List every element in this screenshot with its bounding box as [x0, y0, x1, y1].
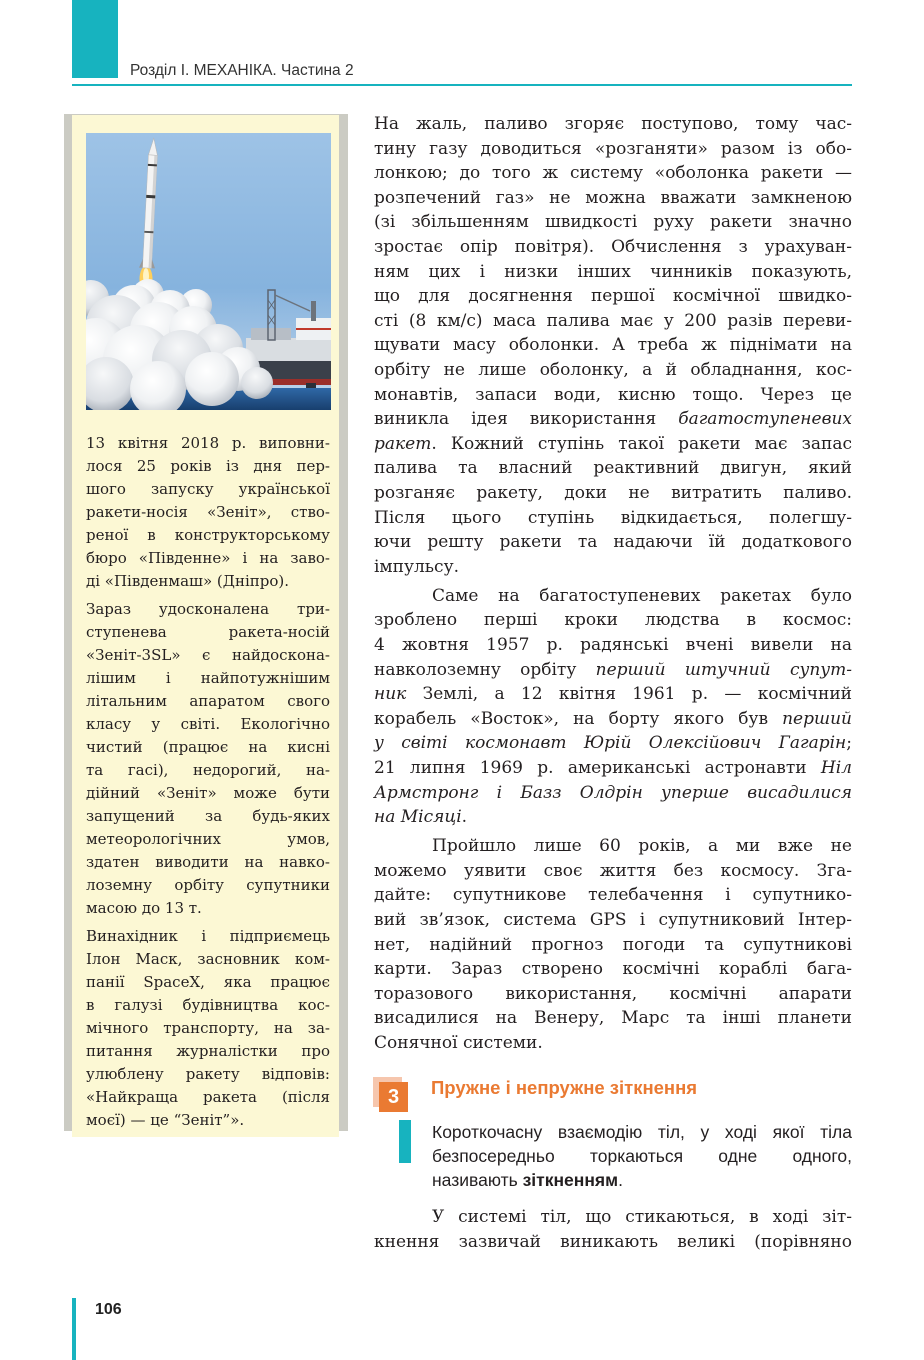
chapter-corner-tab — [72, 0, 118, 78]
text-line: імпульсу. — [374, 556, 459, 577]
text-line: що для досягнення першої космічної швидко- — [374, 286, 852, 307]
header-rule — [72, 84, 852, 86]
text-line: мічного транспорту, на за- — [86, 1018, 330, 1037]
text-line: торазового використання, космічні апарати — [374, 983, 852, 1004]
emphasized-term: багатоступеневих — [678, 409, 852, 430]
text-line: сті (8 км/с) маса палива має у 200 разів переви- — [374, 310, 852, 331]
text-line: Саме на багатоступеневих ракетах було — [432, 585, 852, 606]
section-title: Пружне і непружне зіткнення — [431, 1077, 698, 1098]
text-line: класу у світі. Екологічно — [86, 714, 330, 733]
text-line — [374, 707, 852, 732]
sidebar-paragraph — [86, 598, 330, 920]
text-line: літальним апаратом свого — [86, 691, 330, 710]
mast — [311, 301, 316, 321]
text-line: ді «Південмаш» (Дніпро). — [86, 571, 290, 590]
text-line: здатен виводити на навко- — [86, 852, 330, 871]
text-segment: . — [461, 807, 468, 828]
platform-superstructure — [246, 338, 331, 363]
definition-text — [432, 1120, 852, 1192]
text-line: На жаль, паливо згоряє поступово, тому час- — [374, 114, 852, 134]
emphasized-term: перший штучний супут- — [595, 659, 852, 680]
main-paragraph — [374, 584, 852, 830]
text-segment: . — [618, 1170, 623, 1190]
text-line: шого запуску української — [86, 479, 330, 498]
text-line — [432, 1168, 852, 1192]
text-line: нет, надійний прогноз погоди та супутникові — [374, 934, 852, 955]
key-term: зіткненням — [522, 1170, 619, 1190]
text-line — [374, 756, 852, 781]
footer-marker-bar — [72, 1298, 76, 1360]
text-line: кнення зазвичай виникають великі (порівняно — [374, 1231, 852, 1252]
text-segment: . Кожний ступінь такої ракети має запас — [431, 433, 852, 454]
text-line: ням цих і низки інших чинників показують, — [374, 261, 852, 282]
text-line: бюро «Південне» і на заво- — [86, 548, 330, 567]
text-line: У системі тіл, що стикаються, в ході зіт- — [432, 1207, 852, 1227]
sidebar-note-text — [86, 432, 330, 1132]
text-line — [374, 781, 852, 806]
main-paragraph — [374, 112, 852, 579]
running-header: Розділ І. МЕХАНІКА. Частина 2 — [130, 62, 354, 79]
smoke-puff — [185, 352, 239, 406]
main-paragraph — [374, 834, 852, 1055]
text-line: монавтів, запаси води, кисню тощо. Через це — [374, 384, 852, 405]
platform-stripe — [296, 328, 331, 330]
text-line: ракети-носія «Зеніт», ство- — [86, 502, 330, 521]
text-line: висадилися на Венеру, Марс та інші планети — [374, 1008, 852, 1029]
text-line: розганяє ракету, доки не витратить паливо. — [374, 482, 852, 503]
text-line: Короткочасну взаємодію тіл, у ході якої тіла — [432, 1122, 852, 1142]
text-line: запущений за будь-яких — [86, 806, 330, 825]
text-line — [374, 805, 852, 830]
text-segment: 21 липня 1969 р. американські астронавти — [374, 757, 821, 778]
smoke-puff — [241, 367, 273, 399]
text-line: тину газу доводиться «розганяти» разом із обо- — [374, 138, 852, 159]
emphasized-term: Армстронг і Базз Олдрін уперше висадилися — [374, 782, 852, 803]
text-line: щувати масу оболонки. А треба ж піднімати на — [374, 335, 852, 356]
text-line: дайте: супутникове телебачення і супутнико- — [374, 885, 852, 906]
text-line: дійний «Зеніт» може бути — [86, 783, 330, 802]
text-line: лося 25 років із дня пер- — [86, 456, 330, 475]
text-line: Зараз удосконалена три- — [86, 599, 330, 618]
text-segment: ; — [846, 733, 852, 754]
text-line: можемо уявити своє життя без космосу. Зга- — [374, 860, 852, 881]
text-line: (зі збільшенням швидкості руху ракети значно — [374, 212, 852, 233]
text-line: «Найкраща ракета (після — [86, 1087, 330, 1106]
main-text-column — [374, 112, 852, 1056]
text-line: моєї) — це “Зеніт”». — [86, 1110, 245, 1129]
text-line: орбіту не лише оболонку, а й обладнання, кос- — [374, 359, 852, 380]
text-segment: корабель «Восток», на борту якого був — [374, 708, 783, 729]
text-line: метеорологічних умов, — [86, 829, 330, 848]
text-line: «Зеніт-3SL» є найдоскона- — [86, 645, 330, 664]
emphasized-term: перший — [782, 708, 852, 729]
text-line: безпосередньо торкаються одне одного, — [432, 1146, 852, 1166]
text-line: розпечений газ» не можна вважати замкненою — [374, 187, 852, 208]
text-line: зроблено перші кроки людства в космос: — [374, 610, 852, 631]
text-line: Після цього ступінь відкидається, полегшу- — [374, 507, 852, 528]
text-segment: навколоземну орбіту — [374, 659, 596, 680]
text-line: ступенева ракета-носій — [86, 622, 330, 641]
rocket-launch-photo — [86, 133, 331, 410]
section-number: 3 — [379, 1082, 408, 1112]
text-line: 13 квітня 2018 р. виповни- — [86, 433, 330, 452]
text-line — [374, 682, 852, 707]
text-line: лонкою; до того ж систему «оболонка ракети — — [374, 163, 852, 184]
sidebar-paragraph — [86, 925, 330, 1132]
rocket-band — [146, 195, 155, 198]
text-line: улюблену ракету відповів: — [86, 1064, 330, 1083]
platform-block — [251, 328, 291, 340]
text-line: Пройшло лише 60 років, а ми вже не — [432, 836, 852, 857]
text-line: панії SpaceX, яка працює — [86, 972, 330, 991]
text-line: Винахідник і підприємець — [86, 926, 330, 945]
text-line — [374, 658, 852, 683]
text-line: чистий (працює на кисні — [86, 737, 330, 756]
text-line: палива та власний реактивний двигун, який — [374, 458, 852, 479]
text-line: карти. Зараз створено космічні кораблі бага- — [374, 959, 852, 980]
text-line: зростає опір повітря). Обчислення з урахуван- — [374, 236, 852, 257]
text-line: лішим і найпотужнішим — [86, 668, 330, 687]
text-line — [374, 731, 852, 756]
text-segment: називають — [432, 1170, 523, 1190]
emphasized-term: ракет — [374, 433, 432, 454]
emphasized-term: у світі космонавт Юрій Олексійович Гагарін — [374, 733, 847, 754]
text-line: Сонячної системи. — [374, 1032, 543, 1053]
text-line: вий зв’язок, система GPS і супутниковий Інтер- — [374, 910, 852, 930]
definition-box — [432, 1120, 852, 1192]
text-line: реної в конструкторському — [86, 525, 330, 544]
definition-marker-bar — [399, 1120, 411, 1163]
page-number: 106 — [95, 1301, 122, 1318]
text-line: Ілон Маск, засновник ком- — [86, 949, 330, 968]
text-line: в галузі будівництва кос- — [86, 995, 330, 1014]
text-line: та гасі), недорогий, на- — [86, 760, 330, 779]
text-segment: Землі, а 12 квітня 1961 р. — космічний — [406, 684, 852, 705]
text-segment: виникла ідея використання — [374, 409, 679, 430]
emphasized-term: ник — [374, 684, 407, 705]
emphasized-term: Ніл — [820, 757, 852, 778]
text-line — [374, 407, 852, 432]
sidebar-paragraph — [86, 432, 330, 593]
section-body-text — [374, 1205, 852, 1254]
text-line: 4 жовтня 1957 р. радянські вчені вивели на — [374, 634, 852, 655]
text-line: ючи решту ракети та надаючи їй додаткового — [374, 532, 852, 553]
text-line: масою до 13 т. — [86, 898, 202, 917]
emphasized-term: на Місяці — [374, 807, 462, 828]
main-paragraph — [374, 1205, 852, 1254]
text-line: питання журналістки про — [86, 1041, 330, 1060]
text-line: лоземну орбіту супутники — [86, 875, 330, 894]
text-line — [374, 432, 852, 457]
